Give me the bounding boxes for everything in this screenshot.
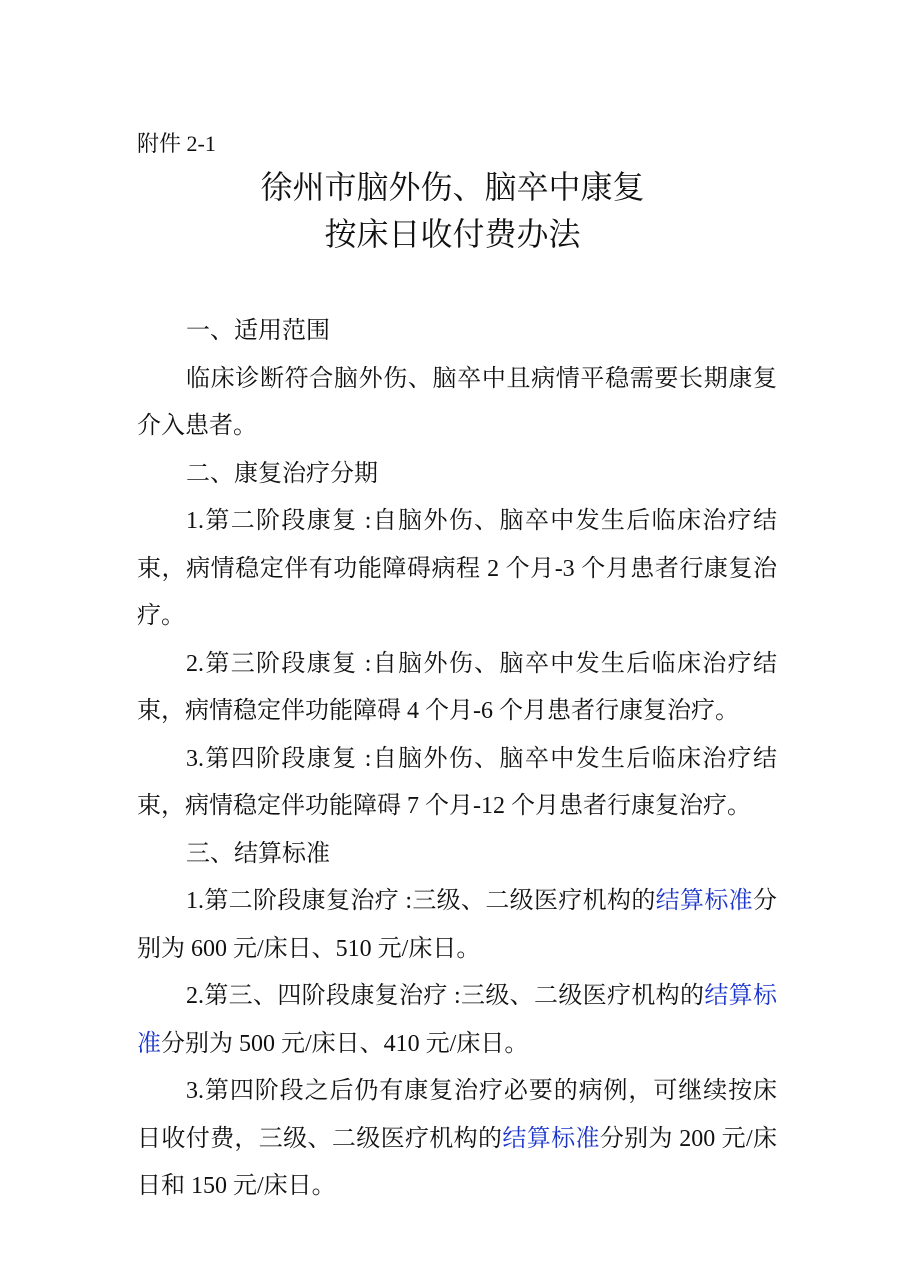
section-2-item-2: 2.第三阶段康复 :自脑外伤、脑卒中发生后临床治疗结束，病情稳定伴功能障碍 4 个月-6 个月患者行康复治疗。 — [137, 650, 777, 724]
section-3-heading: 三、结算标准 — [186, 840, 330, 867]
document-body — [137, 308, 777, 1211]
section-3-item-2 — [137, 973, 777, 1068]
title-line-2: 按床日收付费办法 — [324, 215, 581, 253]
section-2-item-3: 3.第四阶段康复 :自脑外伤、脑卒中发生后临床治疗结束，病情稳定伴功能障碍 7 个月-12 个月患者行康复治疗。 — [137, 745, 777, 819]
title-line-1: 徐州市脑外伤、脑卒中康复 — [260, 168, 645, 206]
section-3-item-2-rates: 分别为 500 元/床日、410 元/床日。 — [161, 1030, 529, 1057]
section-3-item-3 — [137, 1068, 777, 1211]
settlement-standard-link[interactable]: 结算标准 — [502, 1125, 600, 1152]
section-3-item-1-rates: 分别为 600 元/床日、510 元/床日。 — [137, 888, 778, 962]
section-2-item-1: 1.第二阶段康复 :自脑外伤、脑卒中发生后临床治疗结束，病情稳定伴有功能障碍病程 2 个月-3 个月患者行康复治疗。 — [137, 508, 777, 629]
section-3-item-2-text: 2.第三、四阶段康复治疗 :三级、二级医疗机构的 — [186, 983, 705, 1009]
section-3-item-3-rates: 分别为 200 元/床日和 150 元/床日。 — [137, 1125, 778, 1199]
section-3-item-3-text: 3.第四阶段之后仍有康复治疗必要的病例，可继续按床日收付费，三级、二级医疗机构的 — [137, 1078, 777, 1152]
section-1-heading: 一、适用范围 — [186, 318, 330, 344]
section-2-heading: 二、康复治疗分期 — [186, 460, 378, 487]
attachment-label: 附件 2-1 — [137, 131, 216, 156]
section-1-text: 临床诊断符合脑外伤、脑卒中且病情平稳需要长期康复介入患者。 — [137, 365, 777, 439]
section-3-item-1 — [137, 878, 777, 973]
settlement-standard-link[interactable]: 结算标准 — [655, 888, 754, 914]
settlement-standard-link[interactable]: 结算标准 — [137, 983, 777, 1057]
section-3-item-1-text: 1.第二阶段康复治疗 :三级、二级医疗机构的 — [186, 888, 656, 914]
